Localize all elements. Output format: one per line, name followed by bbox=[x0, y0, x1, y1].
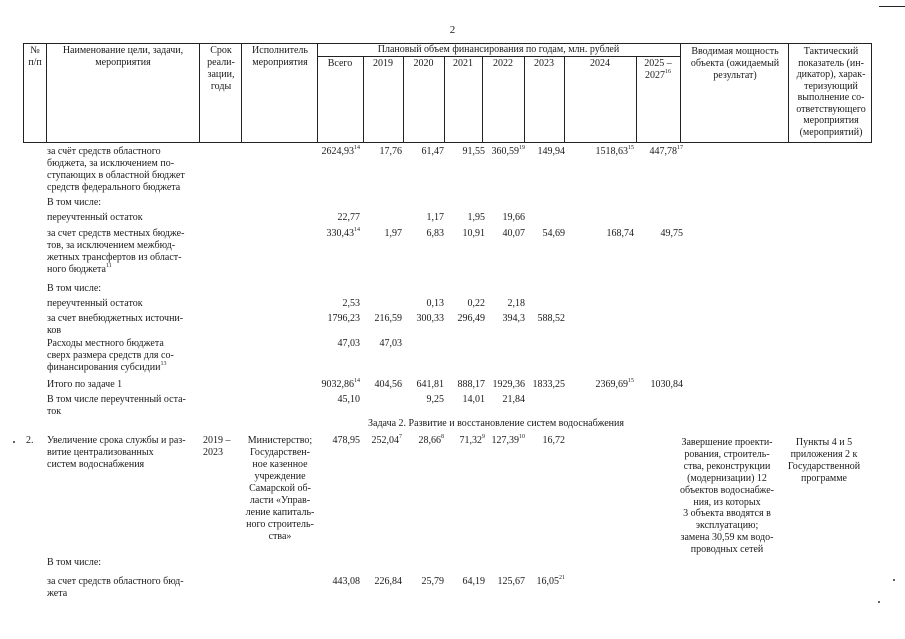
header-year: 2019 bbox=[373, 58, 393, 69]
task2-cell-footnote: 9 bbox=[482, 433, 485, 440]
task2-cell bbox=[460, 435, 486, 447]
table-cell bbox=[427, 298, 445, 310]
table-cell-value: 1518,63 bbox=[595, 146, 628, 157]
table-cell bbox=[380, 146, 403, 158]
table-cell-value: 61,47 bbox=[421, 146, 444, 157]
task2-regional-cell-value: 226,84 bbox=[374, 576, 402, 587]
table-cell bbox=[661, 228, 684, 240]
row-label-line: ного бюджета$^{11}$ bbox=[47, 262, 112, 275]
row-label bbox=[47, 338, 174, 374]
table-cell-value: 300,33 bbox=[416, 313, 444, 324]
task2-indicator-line: Государственной bbox=[787, 461, 861, 472]
task2-cell-value: 252,04 bbox=[371, 435, 399, 446]
row-label-line: за счёт средств областного bbox=[47, 146, 161, 157]
table-cell bbox=[322, 146, 361, 158]
table-cell-value: 45,10 bbox=[337, 394, 360, 405]
task2-executor-line: Самарской об- bbox=[249, 483, 311, 494]
table-cell bbox=[596, 379, 635, 391]
table-cell bbox=[463, 146, 486, 158]
table-cell bbox=[493, 379, 526, 391]
table-cell-value: 17,76 bbox=[379, 146, 402, 157]
header-year: 2023 bbox=[534, 58, 554, 69]
task2-executor bbox=[240, 435, 320, 543]
table-cell-value: 1,17 bbox=[426, 212, 444, 223]
page-number: 2 bbox=[449, 24, 456, 36]
table-cell bbox=[375, 379, 403, 391]
row-label bbox=[47, 197, 101, 209]
task2-regional-cell bbox=[498, 576, 526, 588]
table-cell-value: 2,18 bbox=[507, 298, 525, 309]
task2-cell-value: 71,32 bbox=[459, 435, 482, 446]
table-cell bbox=[596, 146, 635, 158]
table-cell bbox=[651, 379, 684, 391]
row-label bbox=[47, 394, 186, 418]
table-cell bbox=[338, 212, 361, 224]
table-cell bbox=[508, 298, 526, 310]
table-cell-value: 447,78 bbox=[649, 146, 677, 157]
task2-capacity-line: ния, из которых bbox=[693, 496, 761, 508]
table-cell bbox=[468, 212, 486, 224]
row-label-line: В том числе: bbox=[47, 197, 102, 208]
table-cell bbox=[463, 228, 486, 240]
row-label-line: переучтенный остаток bbox=[47, 298, 143, 309]
table-cell bbox=[327, 228, 361, 240]
funding-subheader-line bbox=[317, 56, 680, 57]
task2-cell bbox=[492, 435, 526, 447]
table-cell bbox=[375, 313, 403, 325]
header-year: 2022 bbox=[493, 58, 513, 69]
table-cell-value: 10,91 bbox=[462, 228, 485, 239]
task2-executor-line: учреждение bbox=[254, 471, 306, 482]
table-cell-value: 588,52 bbox=[537, 313, 565, 324]
table-cell-value: 9,25 bbox=[426, 394, 444, 405]
table-cell bbox=[422, 146, 445, 158]
table-cell-value: 394,3 bbox=[502, 313, 525, 324]
table-cell-value: 40,07 bbox=[502, 228, 525, 239]
row-label bbox=[47, 313, 183, 337]
task2-cell-value: 28,66 bbox=[418, 435, 441, 446]
task2-capacity bbox=[675, 437, 779, 556]
task2-indicator-line: программе bbox=[801, 473, 847, 484]
table-cell bbox=[650, 146, 684, 158]
task2-term-line: 2023 bbox=[203, 447, 223, 458]
row-label-line: сверх размера средств для со- bbox=[47, 350, 174, 361]
task2-term-line: 2019 – bbox=[203, 435, 231, 446]
row-label bbox=[47, 298, 143, 310]
task2-cell bbox=[372, 435, 403, 447]
table-cell-value: 149,94 bbox=[537, 146, 565, 157]
task2-executor-line: ного строитель- bbox=[246, 519, 314, 530]
table-cell-footnote: 14 bbox=[354, 226, 360, 233]
header-total: Всего bbox=[327, 58, 353, 69]
table-cell-value: 14,01 bbox=[462, 394, 485, 405]
row-label-line: ков bbox=[47, 325, 62, 336]
table-cell-value: 1929,36 bbox=[492, 379, 525, 390]
task2-regional-cell bbox=[375, 576, 403, 588]
table-cell-value: 47,03 bbox=[337, 338, 360, 349]
col-divider bbox=[199, 44, 200, 142]
table-cell-value: 1796,23 bbox=[327, 313, 360, 324]
col-divider bbox=[788, 44, 789, 142]
table-cell bbox=[458, 379, 486, 391]
header-term: Срок реали-зации, годы bbox=[207, 45, 235, 92]
header-year: 2021 bbox=[453, 58, 473, 69]
table-cell bbox=[338, 338, 361, 350]
scan-speck bbox=[13, 441, 15, 443]
table-cell-footnote: 19 bbox=[519, 144, 525, 151]
table-cell-value: 22,77 bbox=[337, 212, 360, 223]
table-cell-value: 9032,86 bbox=[321, 379, 354, 390]
row-label-line: ток bbox=[47, 406, 62, 417]
table-cell bbox=[427, 228, 445, 240]
task2-cell-footnote: 7 bbox=[399, 433, 402, 440]
table-cell bbox=[322, 379, 361, 391]
task2-executor-line: ласти «Управ- bbox=[249, 495, 311, 506]
table-cell bbox=[607, 228, 635, 240]
task2-capacity-line: эксплуатацию; bbox=[695, 520, 759, 532]
table-cell bbox=[503, 313, 526, 325]
table-cell bbox=[503, 228, 526, 240]
task2-capacity-line: (модернизации) 12 bbox=[687, 472, 767, 484]
header-name: Наименование цели, задачи, мероприятия bbox=[62, 45, 184, 68]
row-label-footnote: 13 bbox=[160, 360, 167, 367]
table-cell bbox=[538, 313, 566, 325]
header-num: № п/п bbox=[28, 45, 42, 68]
table-cell bbox=[538, 146, 566, 158]
task2-executor-line: ства» bbox=[268, 531, 292, 542]
task2-name-line: систем водоснабжения bbox=[47, 459, 145, 470]
table-cell-value: 19,66 bbox=[502, 212, 525, 223]
table-cell-value: 49,75 bbox=[660, 228, 683, 239]
task2-executor-line: Министерство; bbox=[247, 435, 313, 446]
task2-indicator-line: приложения 2 к bbox=[790, 449, 858, 460]
task2-cell-footnote: 8 bbox=[441, 433, 444, 440]
row-label-line: ступающих в областной бюджет bbox=[47, 170, 185, 181]
row-label-line: средств федерального бюджета bbox=[47, 182, 181, 193]
table-cell bbox=[427, 212, 445, 224]
task2-regional-cell bbox=[463, 576, 486, 588]
task2-name bbox=[47, 435, 186, 471]
table-cell-value: 1833,25 bbox=[532, 379, 565, 390]
header-year: 2024 bbox=[590, 58, 610, 69]
row-label-line: тов, за исключением межбюд- bbox=[47, 240, 176, 251]
table-cell bbox=[328, 313, 361, 325]
task2-regional-cell-value: 16,05 bbox=[536, 576, 559, 587]
table-cell-value: 54,69 bbox=[542, 228, 565, 239]
task2-cell bbox=[543, 435, 566, 447]
task2-indicator bbox=[784, 437, 864, 485]
row-label-line: за счет средств местных бюдже- bbox=[47, 228, 185, 239]
task2-name-line: витие централизованных bbox=[47, 447, 154, 458]
table-cell bbox=[417, 313, 445, 325]
table-cell-value: 404,56 bbox=[374, 379, 402, 390]
header-last-year bbox=[636, 58, 680, 82]
scan-speck bbox=[878, 601, 880, 603]
row-label-line: Итого по задаче 1 bbox=[47, 379, 123, 390]
table-cell-footnote: 17 bbox=[677, 144, 683, 151]
task2-regional-label bbox=[47, 576, 184, 600]
task2-sub-label: В том числе: bbox=[47, 557, 102, 568]
task2-regional-cell-value: 25,79 bbox=[421, 576, 444, 587]
table-cell-footnote: 14 bbox=[354, 377, 360, 384]
table-cell bbox=[427, 394, 445, 406]
scan-speck bbox=[893, 579, 895, 581]
table-header bbox=[23, 43, 872, 143]
row-label bbox=[47, 283, 101, 295]
table-cell bbox=[503, 394, 526, 406]
task2-regional-cell bbox=[537, 576, 566, 588]
table-cell-value: 47,03 bbox=[379, 338, 402, 349]
row-label-line: жетных трансфертов из област- bbox=[47, 252, 182, 263]
task2-cell bbox=[333, 435, 361, 447]
table-cell-value: 888,17 bbox=[457, 379, 485, 390]
table-cell-value: 360,59 bbox=[491, 146, 519, 157]
header-last-year-line1: 2025 – bbox=[644, 58, 672, 69]
col-divider bbox=[680, 44, 681, 142]
table-cell bbox=[543, 228, 566, 240]
header-capacity: Вводимая мощность объекта (ожидаемый результат) bbox=[690, 46, 780, 81]
task2-capacity-line: ства, реконструкции bbox=[683, 460, 771, 472]
table-cell-value: 1,95 bbox=[467, 212, 485, 223]
table-cell bbox=[417, 379, 445, 391]
table-cell-value: 330,43 bbox=[326, 228, 354, 239]
task2-regional-cell bbox=[333, 576, 361, 588]
row-label-line: финансирования субсидии$^{13}$ bbox=[47, 360, 167, 373]
table-cell bbox=[343, 298, 361, 310]
table-cell bbox=[380, 338, 403, 350]
row-label bbox=[47, 146, 185, 194]
table-cell-value: 216,59 bbox=[374, 313, 402, 324]
task2-executor-line: Государствен- bbox=[250, 447, 310, 458]
task2-capacity-line: замена 30,59 км водо- bbox=[680, 532, 774, 544]
row-label-line: переучтенный остаток bbox=[47, 212, 143, 223]
row-label-line: за счет внебюджетных источни- bbox=[47, 313, 184, 324]
row-label bbox=[47, 228, 184, 276]
header-last-year-sup: 16 bbox=[665, 68, 671, 75]
col-divider bbox=[46, 44, 47, 142]
task2-executor-line: ление капиталь- bbox=[245, 507, 315, 518]
task2-name-line: Увеличение срока службы и раз- bbox=[47, 435, 186, 446]
row-label-line: В том числе: bbox=[47, 283, 102, 294]
task2-regional-cell-footnote: 21 bbox=[559, 574, 565, 581]
task2-capacity-line: рования, строитель- bbox=[684, 448, 770, 460]
task2-cell-footnote: 10 bbox=[519, 433, 525, 440]
table-cell-value: 0,13 bbox=[426, 298, 444, 309]
table-cell-value: 91,55 bbox=[462, 146, 485, 157]
row-label-line: Расходы местного бюджета bbox=[47, 338, 164, 349]
table-cell bbox=[338, 394, 361, 406]
task2-regional-cell-value: 125,67 bbox=[497, 576, 525, 587]
task2-regional-cell-value: 443,08 bbox=[332, 576, 360, 587]
table-cell bbox=[503, 212, 526, 224]
table-cell-value: 0,22 bbox=[467, 298, 485, 309]
task2-capacity-line: Завершение проекти- bbox=[681, 437, 773, 448]
task2-cell bbox=[419, 435, 445, 447]
table-cell-value: 21,84 bbox=[502, 394, 525, 405]
table-cell bbox=[533, 379, 566, 391]
table-cell-value: 1,97 bbox=[384, 228, 402, 239]
table-cell-footnote: 15 bbox=[628, 144, 634, 151]
header-year: 2020 bbox=[413, 58, 434, 69]
top-edge-line bbox=[879, 6, 905, 7]
table-cell-value: 2369,69 bbox=[595, 379, 628, 390]
row-label bbox=[47, 212, 143, 224]
table-cell-value: 168,74 bbox=[606, 228, 634, 239]
row-label-line: бюджета, за исключением по- bbox=[47, 158, 175, 169]
table-cell bbox=[385, 228, 403, 240]
row-label-line: В том числе переучтенный оста- bbox=[47, 394, 186, 405]
row-label-footnote: 11 bbox=[106, 262, 112, 269]
table-cell bbox=[463, 394, 486, 406]
task2-cell-value: 478,95 bbox=[332, 435, 360, 446]
header-indicator: Тактический показатель (ин-дикатор), харак-теризующий выполнение со-ответствующего мероприятия (мероприятий) bbox=[796, 46, 866, 138]
col-divider bbox=[241, 44, 242, 142]
table-cell bbox=[492, 146, 526, 158]
task2-term bbox=[203, 435, 231, 459]
table-cell-value: 296,49 bbox=[457, 313, 485, 324]
task2-capacity-line: проводных сетей bbox=[690, 544, 764, 556]
table-cell-value: 1030,84 bbox=[650, 379, 683, 390]
table-cell bbox=[468, 298, 486, 310]
task2-regional-cell-value: 64,19 bbox=[462, 576, 485, 587]
task2-title: Задача 2. Развитие и восстановление систем водоснабжения bbox=[368, 418, 624, 429]
table-cell-value: 2,53 bbox=[342, 298, 360, 309]
header-last-year-line2 bbox=[636, 70, 680, 82]
table-cell-value: 2624,93 bbox=[321, 146, 354, 157]
row-label bbox=[47, 379, 122, 391]
task2-indicator-line: Пункты 4 и 5 bbox=[795, 437, 853, 448]
task2-num: 2. bbox=[26, 435, 34, 446]
task2-regional-cell bbox=[422, 576, 445, 588]
table-cell-footnote: 15 bbox=[628, 377, 634, 384]
table-cell bbox=[458, 313, 486, 325]
header-funding-title: Плановый объем финансирования по годам, млн. рублей bbox=[377, 44, 620, 55]
table-cell-value: 641,81 bbox=[416, 379, 444, 390]
task2-executor-line: ное казенное bbox=[252, 459, 308, 470]
task2-cell-value: 16,72 bbox=[542, 435, 565, 446]
task2-capacity-line: объектов водоснабже- bbox=[680, 484, 774, 496]
header-executor: Исполнитель мероприятия bbox=[252, 45, 308, 68]
task2-capacity-line: 3 объекта вводятся в bbox=[683, 508, 771, 520]
header-last-year-value: 2027 bbox=[645, 70, 665, 81]
task2-cell-value: 127,39 bbox=[491, 435, 519, 446]
table-cell-footnote: 14 bbox=[354, 144, 360, 151]
table-cell-value: 6,83 bbox=[426, 228, 444, 239]
task2-regional-label-line: жета bbox=[47, 588, 68, 599]
task2-regional-label-line: за счет средств областного бюд- bbox=[47, 576, 184, 587]
